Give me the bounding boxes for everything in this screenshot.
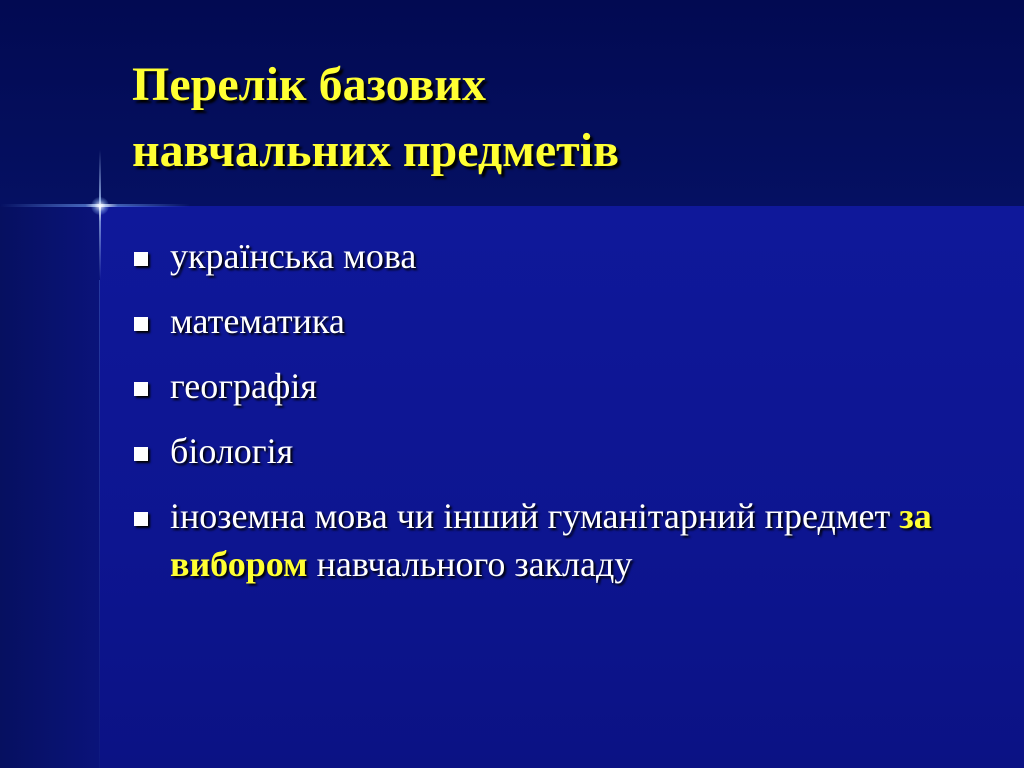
square-bullet-icon — [134, 512, 148, 526]
title-line-1: Перелік базових — [132, 58, 486, 111]
list-item-text: географія — [170, 366, 317, 406]
list-item-text: математика — [170, 301, 345, 341]
title-line-2: навчальних предметів — [132, 124, 620, 177]
square-bullet-icon — [134, 252, 148, 266]
square-bullet-icon — [134, 447, 148, 461]
list-item-text-before: іноземна мова чи інший гуманітарний предмет — [170, 496, 900, 536]
light-streak-vertical — [99, 150, 101, 280]
sparkle-icon — [91, 197, 109, 215]
square-bullet-icon — [134, 382, 148, 396]
square-bullet-icon — [134, 317, 148, 331]
slide-title — [132, 52, 992, 184]
list-item-highlight: за вибором — [170, 496, 932, 584]
left-decorative-strip — [0, 206, 100, 768]
list-item — [132, 232, 992, 280]
strip-edge-line — [99, 280, 100, 768]
list-item — [132, 297, 992, 345]
list-item — [132, 362, 992, 410]
list-item-text-after: навчального закладу — [307, 544, 633, 584]
list-item — [132, 492, 992, 588]
list-item — [132, 427, 992, 475]
list-item-text: біологія — [170, 431, 294, 471]
list-item-text: українська мова — [170, 236, 417, 276]
subject-list — [132, 232, 992, 605]
